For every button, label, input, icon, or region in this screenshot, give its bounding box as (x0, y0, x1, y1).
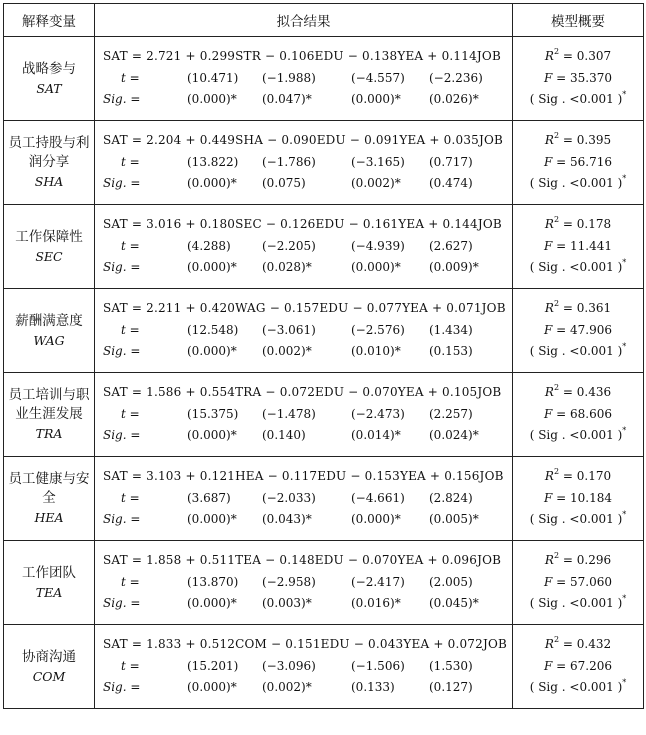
sig-value: (0.153) (429, 344, 473, 359)
t-value: (−4.939) (351, 238, 405, 253)
t-value: (−2.205) (262, 238, 316, 253)
variable-code: TEA (35, 584, 63, 600)
regression-table (3, 3, 644, 709)
f-line: F = 47.906 (543, 322, 613, 337)
sig-summary-line: ( Sig . <0.001 )* (529, 342, 627, 359)
r2-value: 0.436 (576, 385, 612, 400)
r2-value: 0.296 (576, 553, 612, 568)
model-summary-cell (513, 289, 644, 373)
variable-name: 员工持股与利润分享 (8, 135, 90, 170)
t-value: (3.687) (187, 490, 231, 505)
t-line (95, 236, 512, 258)
equation-line (95, 130, 512, 152)
f-value: 67.206 (570, 658, 613, 673)
equation-line (95, 466, 512, 488)
f-line: F = 67.206 (543, 658, 613, 673)
t-value: (−2.473) (351, 406, 405, 421)
f-line: F = 68.606 (543, 406, 613, 421)
t-value: (−3.061) (262, 322, 316, 337)
equation-line (95, 382, 512, 404)
sig-value: (0.024)* (429, 428, 479, 443)
sig-value: (0.000)* (351, 260, 401, 275)
sig-line (95, 593, 512, 615)
t-value: (−2.033) (262, 490, 316, 505)
variable-cell (4, 373, 95, 457)
t-value: (−1.478) (262, 406, 316, 421)
table-row (4, 205, 644, 289)
sig-line (95, 257, 512, 279)
t-label: t = (121, 490, 140, 505)
sig-value: (0.010)* (351, 344, 401, 359)
variable-name: 战略参与 (22, 60, 76, 77)
sig-summary: ( Sig . <0.001 ) (529, 428, 623, 443)
f-value: 11.441 (570, 238, 613, 253)
table-row (4, 121, 644, 205)
sig-summary-line: ( Sig . <0.001 )* (529, 90, 627, 107)
table-row (4, 457, 644, 541)
t-line (95, 572, 512, 594)
equation: SAT = 3.016 + 0.180SEC − 0.126EDU − 0.161YEA + 0.144JOB (103, 217, 502, 232)
model-summary-cell (513, 373, 644, 457)
sig-summary-line: ( Sig . <0.001 )* (529, 174, 627, 191)
sig-summary: ( Sig . <0.001 ) (529, 176, 623, 191)
equation-line (95, 550, 512, 572)
table-row (4, 373, 644, 457)
sig-value: (0.026)* (429, 92, 479, 107)
variable-cell (4, 205, 95, 289)
t-label: t = (121, 406, 140, 421)
sig-line (95, 173, 512, 195)
sig-label: Sig. = (103, 596, 141, 611)
r2-value: 0.361 (576, 301, 612, 316)
t-value: (13.870) (187, 574, 239, 589)
sig-label: Sig. = (103, 428, 141, 443)
sig-summary-line: ( Sig . <0.001 )* (529, 678, 627, 695)
t-value: (−1.786) (262, 154, 316, 169)
sig-summary: ( Sig . <0.001 ) (529, 512, 623, 527)
sig-summary: ( Sig . <0.001 ) (529, 596, 623, 611)
sig-value: (0.047)* (262, 92, 312, 107)
sig-line (95, 341, 512, 363)
f-value: 35.370 (570, 70, 613, 85)
variable-cell (4, 625, 95, 709)
t-value: (−1.988) (262, 70, 316, 85)
sig-value: (0.000)* (351, 512, 401, 527)
sig-value: (0.000)* (187, 92, 237, 107)
f-value: 68.606 (570, 406, 613, 421)
sig-value: (0.000)* (187, 680, 237, 695)
t-value: (4.288) (187, 238, 231, 253)
sig-label: Sig. = (103, 92, 141, 107)
r2-line: $R^2 = 0.296$ (544, 551, 612, 568)
r2-value: 0.307 (576, 49, 612, 64)
variable-code: SEC (35, 248, 63, 264)
r2-line: $R^2 = 0.436$ (544, 383, 612, 400)
t-value: (−1.506) (351, 658, 405, 673)
sig-summary-line: ( Sig . <0.001 )* (529, 594, 627, 611)
sig-value: (0.133) (351, 680, 395, 695)
t-value: (13.822) (187, 154, 239, 169)
sig-value: (0.075) (262, 176, 306, 191)
fit-result-cell (95, 373, 513, 457)
t-value: (−3.165) (351, 154, 405, 169)
f-line: F = 57.060 (543, 574, 613, 589)
f-value: 56.716 (570, 154, 613, 169)
t-value: (−2.236) (429, 70, 483, 85)
variable-cell (4, 457, 95, 541)
sig-label: Sig. = (103, 260, 141, 275)
sig-value: (0.045)* (429, 596, 479, 611)
variable-name: 薪酬满意度 (15, 312, 83, 329)
t-label: t = (121, 574, 140, 589)
equation: SAT = 1.586 + 0.554TRA − 0.072EDU − 0.070YEA + 0.105JOB (103, 385, 502, 400)
t-value: (15.375) (187, 406, 239, 421)
t-label: t = (121, 154, 140, 169)
t-value: (2.005) (429, 574, 473, 589)
t-line (95, 488, 512, 510)
t-line (95, 320, 512, 342)
equation: SAT = 3.103 + 0.121HEA − 0.117EDU − 0.153YEA + 0.156JOB (103, 469, 504, 484)
t-value: (−2.417) (351, 574, 405, 589)
variable-name: 工作保障性 (15, 228, 83, 245)
variable-cell (4, 121, 95, 205)
sig-value: (0.000)* (187, 512, 237, 527)
sig-value: (0.016)* (351, 596, 401, 611)
sig-summary: ( Sig . <0.001 ) (529, 92, 623, 107)
t-value: (10.471) (187, 70, 239, 85)
f-line: F = 10.184 (543, 490, 613, 505)
header-fit-result: 拟合结果 (95, 4, 513, 37)
sig-value: (0.002)* (351, 176, 401, 191)
variable-name: 员工健康与安全 (8, 471, 90, 506)
fit-result-cell (95, 457, 513, 541)
sig-line (95, 677, 512, 699)
equation: SAT = 2.211 + 0.420WAG − 0.157EDU − 0.077YEA + 0.071JOB (103, 301, 506, 316)
t-value: (12.548) (187, 322, 239, 337)
sig-value: (0.003)* (262, 596, 312, 611)
table-row (4, 289, 644, 373)
sig-value: (0.000)* (187, 260, 237, 275)
f-value: 10.184 (570, 490, 613, 505)
equation-line (95, 46, 512, 68)
sig-value: (0.002)* (262, 680, 312, 695)
sig-value: (0.043)* (262, 512, 312, 527)
f-line: F = 11.441 (543, 238, 613, 253)
variable-name: 工作团队 (22, 564, 76, 581)
f-value: 47.906 (570, 322, 613, 337)
t-value: (−4.661) (351, 490, 405, 505)
variable-code: SHA (34, 174, 64, 189)
model-summary-cell (513, 457, 644, 541)
fit-result-cell (95, 541, 513, 625)
sig-label: Sig. = (103, 176, 141, 191)
variable-cell (4, 541, 95, 625)
t-value: (2.257) (429, 406, 473, 421)
t-value: (−4.557) (351, 70, 405, 85)
model-summary-cell (513, 625, 644, 709)
sig-summary-line: ( Sig . <0.001 )* (529, 510, 627, 527)
table-row (4, 541, 644, 625)
table-row (4, 37, 644, 121)
f-line: F = 35.370 (543, 70, 613, 85)
equation: SAT = 2.204 + 0.449SHA − 0.090EDU − 0.091YEA + 0.035JOB (103, 133, 504, 148)
t-value: (2.627) (429, 238, 473, 253)
sig-summary-line: ( Sig . <0.001 )* (529, 426, 627, 443)
header-row (4, 4, 644, 37)
variable-name: 员工培训与职业生涯发展 (8, 387, 90, 422)
sig-summary: ( Sig . <0.001 ) (529, 260, 623, 275)
r2-line: $R^2 = 0.307$ (544, 47, 612, 64)
equation: SAT = 1.858 + 0.511TEA − 0.148EDU − 0.070YEA + 0.096JOB (103, 553, 502, 568)
t-value: (0.717) (429, 154, 473, 169)
equation-line (95, 634, 512, 656)
sig-value: (0.000)* (187, 344, 237, 359)
variable-code: TRA (35, 426, 63, 441)
t-value: (2.824) (429, 490, 473, 505)
r2-value: 0.178 (576, 217, 612, 232)
equation: SAT = 1.833 + 0.512COM − 0.151EDU − 0.043YEA + 0.072JOB (103, 637, 508, 652)
sig-label: Sig. = (103, 680, 141, 695)
sig-value: (0.028)* (262, 260, 312, 275)
variable-name: 协商沟通 (22, 648, 76, 665)
sig-line (95, 89, 512, 111)
sig-value: (0.005)* (429, 512, 479, 527)
header-model-summary: 模型概要 (513, 4, 644, 37)
r2-value: 0.395 (576, 133, 612, 148)
t-line (95, 152, 512, 174)
table-row (4, 625, 644, 709)
fit-result-cell (95, 121, 513, 205)
t-label: t = (121, 70, 140, 85)
equation-line (95, 214, 512, 236)
model-summary-cell (513, 541, 644, 625)
t-line (95, 656, 512, 678)
equation-line (95, 298, 512, 320)
f-value: 57.060 (570, 574, 613, 589)
sig-line (95, 425, 512, 447)
t-value: (1.530) (429, 658, 473, 673)
fit-result-cell (95, 37, 513, 121)
sig-value: (0.000)* (187, 596, 237, 611)
t-value: (1.434) (429, 322, 473, 337)
variable-code: COM (32, 668, 66, 684)
sig-value: (0.002)* (262, 344, 312, 359)
model-summary-cell (513, 205, 644, 289)
sig-label: Sig. = (103, 344, 141, 359)
t-label: t = (121, 658, 140, 673)
r2-line: $R^2 = 0.170$ (544, 467, 612, 484)
variable-cell (4, 289, 95, 373)
t-value: (−3.096) (262, 658, 316, 673)
variable-code: HEA (34, 510, 64, 525)
t-value: (−2.958) (262, 574, 316, 589)
sig-line (95, 509, 512, 531)
fit-result-cell (95, 205, 513, 289)
sig-summary-line: ( Sig . <0.001 )* (529, 258, 627, 275)
f-line: F = 56.716 (543, 154, 613, 169)
sig-value: (0.014)* (351, 428, 401, 443)
variable-code: SAT (36, 80, 62, 96)
sig-value: (0.000)* (187, 428, 237, 443)
sig-value: (0.140) (262, 428, 306, 443)
r2-line: $R^2 = 0.432$ (544, 635, 612, 652)
t-label: t = (121, 322, 140, 337)
sig-summary: ( Sig . <0.001 ) (529, 680, 623, 695)
r2-value: 0.432 (576, 637, 612, 652)
sig-value: (0.127) (429, 680, 473, 695)
fit-result-cell (95, 289, 513, 373)
variable-code: WAG (33, 332, 65, 348)
t-label: t = (121, 238, 140, 253)
sig-summary: ( Sig . <0.001 ) (529, 344, 623, 359)
header-variable: 解释变量 (4, 4, 95, 37)
r2-line: $R^2 = 0.361$ (544, 299, 612, 316)
t-line (95, 68, 512, 90)
fit-result-cell (95, 625, 513, 709)
sig-value: (0.000)* (187, 176, 237, 191)
sig-value: (0.009)* (429, 260, 479, 275)
r2-value: 0.170 (576, 469, 612, 484)
t-value: (15.201) (187, 658, 239, 673)
r2-line: $R^2 = 0.395$ (544, 131, 612, 148)
model-summary-cell (513, 37, 644, 121)
sig-label: Sig. = (103, 512, 141, 527)
model-summary-cell (513, 121, 644, 205)
variable-cell (4, 37, 95, 121)
sig-value: (0.000)* (351, 92, 401, 107)
equation: SAT = 2.721 + 0.299STR − 0.106EDU − 0.138YEA + 0.114JOB (103, 49, 501, 64)
t-line (95, 404, 512, 426)
r2-line: $R^2 = 0.178$ (544, 215, 612, 232)
sig-value: (0.474) (429, 176, 473, 191)
t-value: (−2.576) (351, 322, 405, 337)
